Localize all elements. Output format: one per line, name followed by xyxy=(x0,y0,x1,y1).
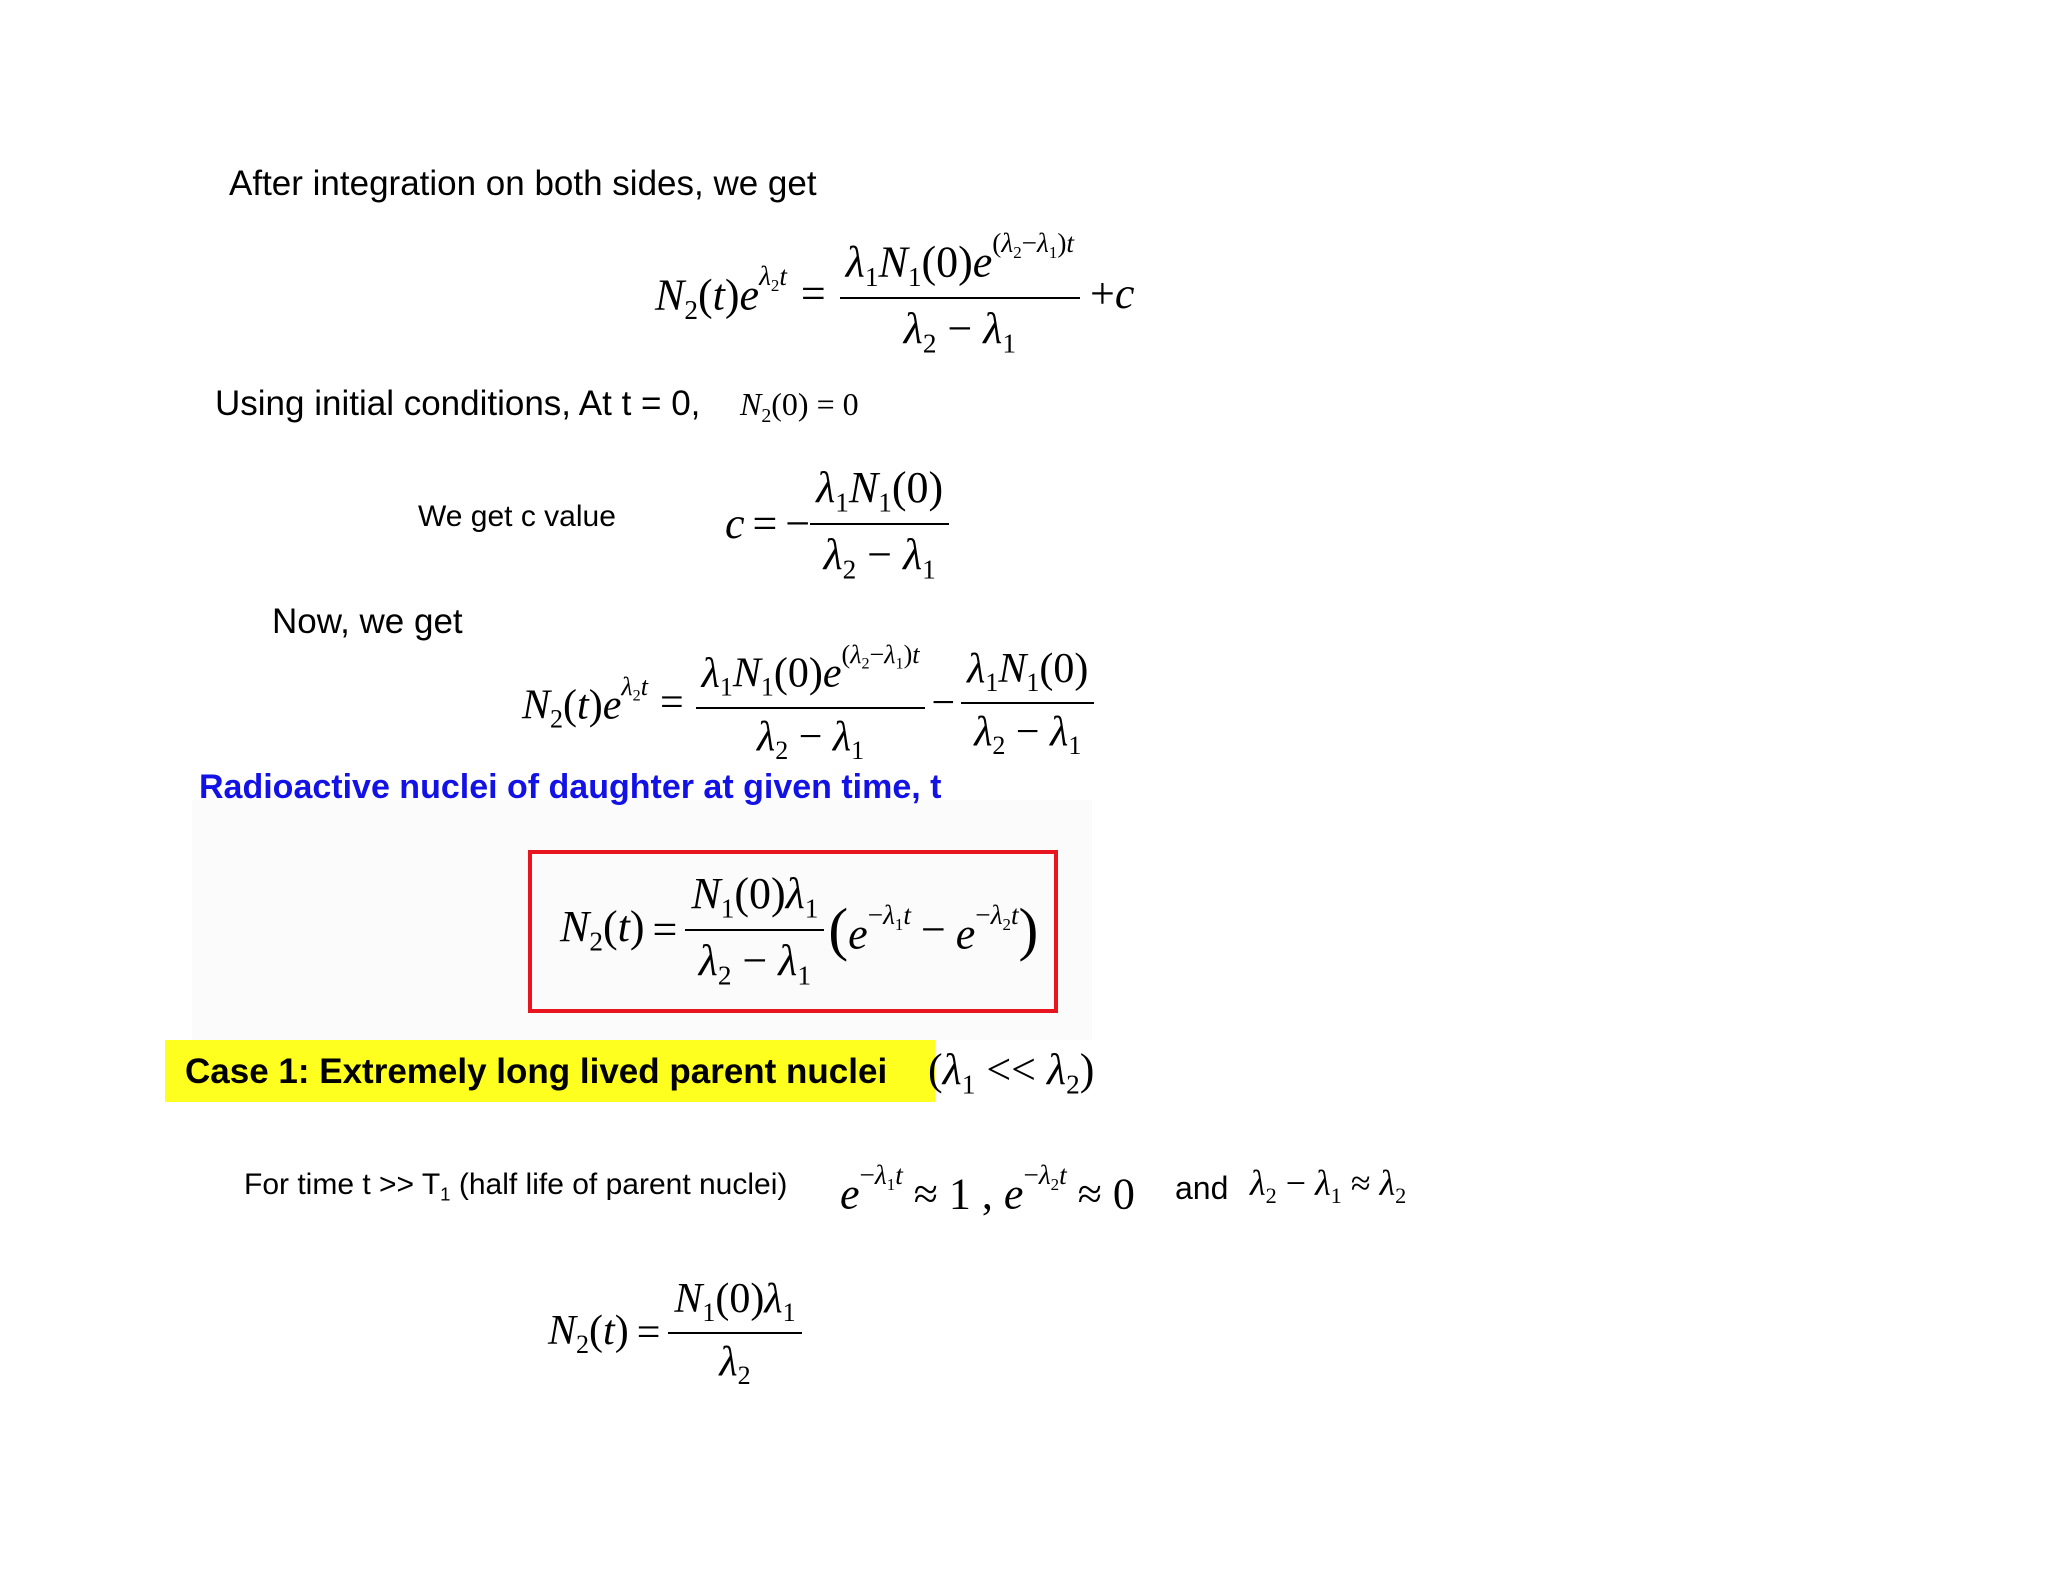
case1-heading: Case 1: Extremely long lived parent nuclei xyxy=(185,1052,888,1091)
and-text: and xyxy=(1175,1170,1229,1206)
integration-text: After integration on both sides, we get xyxy=(229,164,817,203)
for-time-label-rest: (half life of parent nuclei) xyxy=(450,1168,788,1201)
approximation-equation: $e^{-\lambda_1t} \approx 1$ , $e^{-\lambda_2t} \approx 0$ xyxy=(840,1160,1135,1219)
for-time-subscript: 1 xyxy=(440,1183,451,1205)
for-time-text xyxy=(244,1168,787,1206)
lambda-approximation: $\lambda_2 - \lambda_1 \approx \lambda_2$ xyxy=(1250,1163,1407,1208)
initial-condition-equation: $N_2(0) = 0$ xyxy=(740,386,859,427)
case1-condition: $(\lambda_1 << \lambda_2)$ xyxy=(928,1045,1095,1100)
equation-substituted: $N_2(t)e^{\lambda_2t}$ = $\frac{\lambda_1N_1(0)e^{(\lambda_2-\lambda_1)t}}{\lambda_2 - \lambda_1}$ − $\frac{\lambda_1N_1(0)}{\lambda_2 - \lambda_1}$ xyxy=(522,640,1094,766)
equation-c-value: c = − $\frac{\lambda_1N_1(0)}{\lambda_2 - \lambda_1}$ xyxy=(725,462,949,585)
equation-daughter-nuclei: $N_2(t)$ = $\frac{N_1(0)\lambda_1}{\lambda_2 - \lambda_1}$ ( $e^{-\lambda_1t}$ − $e^{-\lambda_2t}$ ) xyxy=(560,869,1039,991)
now-text: Now, we get xyxy=(272,602,463,641)
for-time-label: For time t >> T xyxy=(244,1168,441,1201)
c-value-text: We get c value xyxy=(418,500,616,533)
equation-integrated: $N_2(t)e^{\lambda_2t}$ = $\frac{\lambda_1N_1(0)e^{(\lambda_2-\lambda_1)t}}{\lambda_2 - \lambda_1}$ + c xyxy=(655,228,1135,359)
section-heading: Radioactive nuclei of daughter at given time, t xyxy=(199,768,942,806)
initial-conditions-text: Using initial conditions, At t = 0, xyxy=(215,384,701,423)
equation-long-lived: $N_2(t)$ = $\frac{N_1(0)\lambda_1}{\lambda_2}$ xyxy=(548,1275,802,1391)
